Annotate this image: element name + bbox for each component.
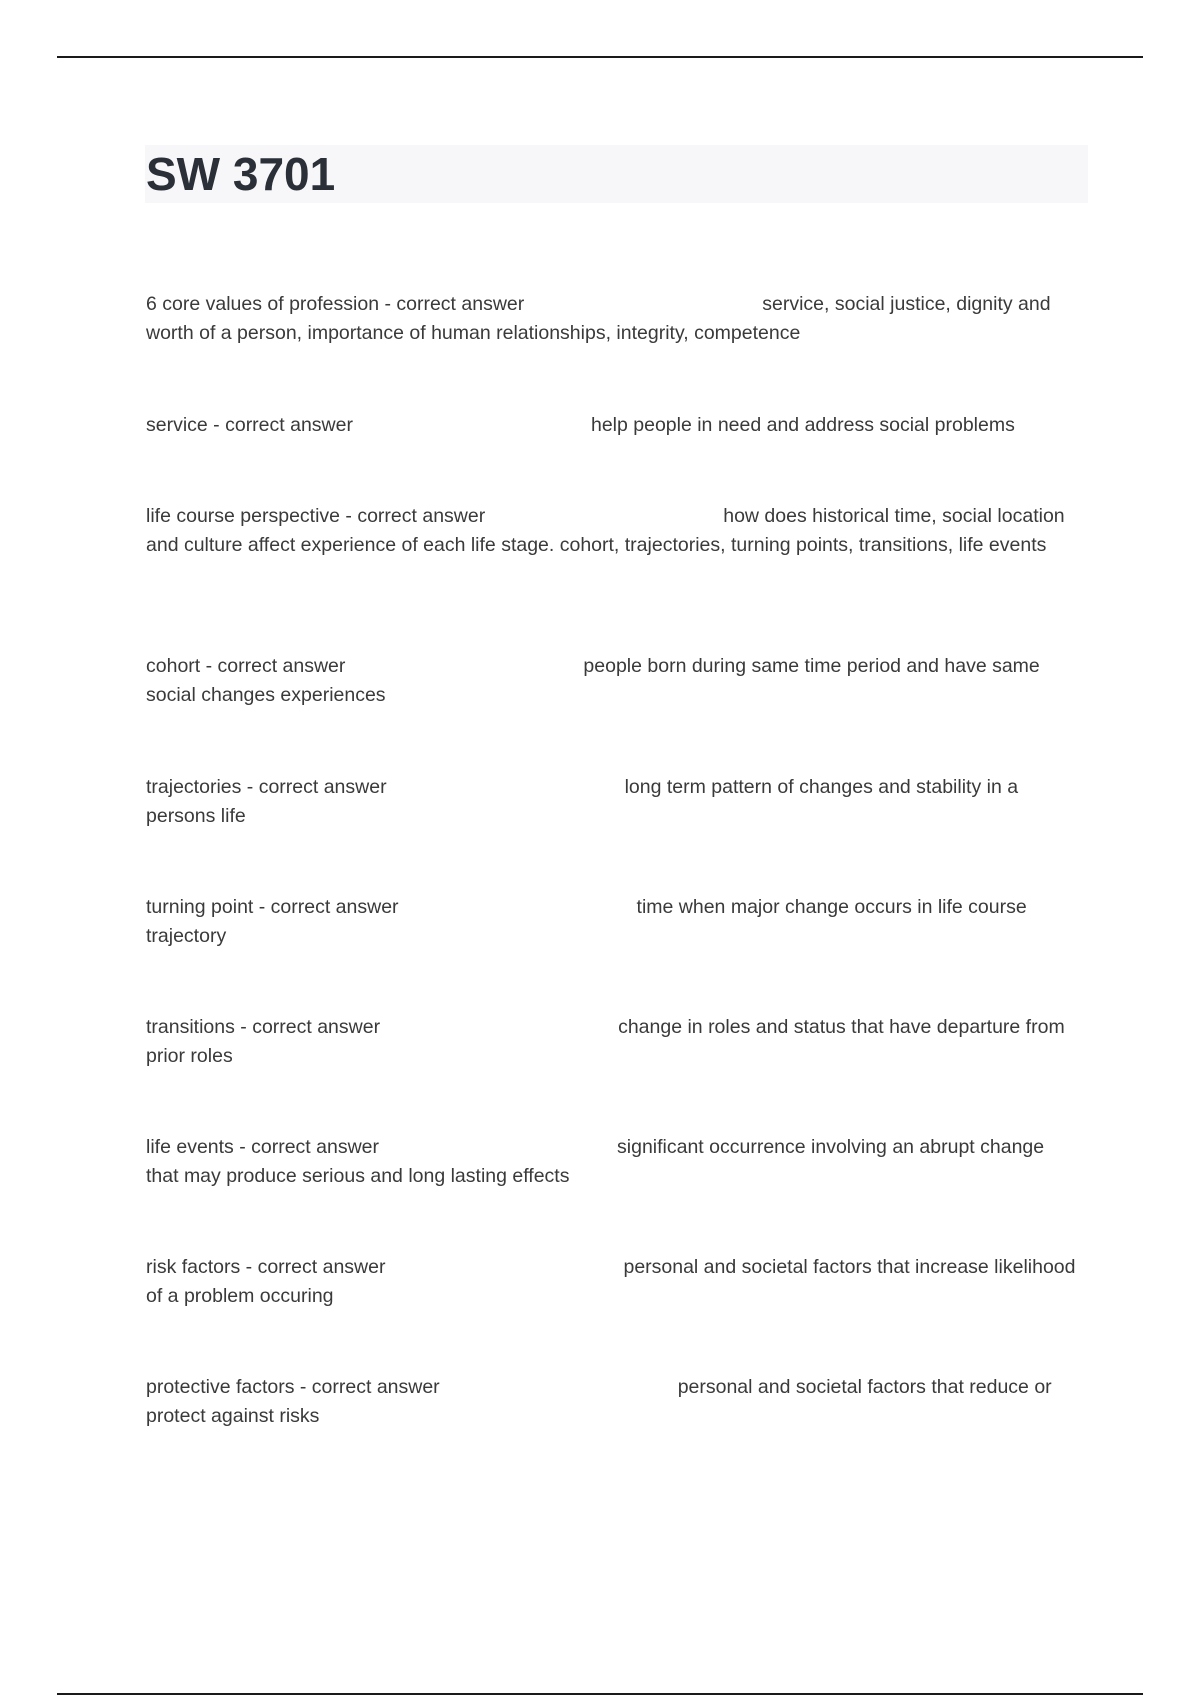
- answer-text: personal and societal factors that reduce or protect against risks: [146, 1376, 1052, 1427]
- qa-entry: [146, 411, 1082, 440]
- answer-text: people born during same time period and have same social changes experiences: [146, 655, 1040, 706]
- question-text: turning point - correct answer: [146, 896, 399, 918]
- question-text: 6 core values of profession - correct answer: [146, 293, 525, 315]
- question-text: service - correct answer: [146, 414, 353, 436]
- question-text: cohort - correct answer: [146, 655, 346, 677]
- answer-text: service, social justice, dignity and worth of a person, importance of human relationships, integrity, competence: [146, 293, 1051, 344]
- question-text: life events - correct answer: [146, 1136, 380, 1158]
- answer-text: help people in need and address social problems: [590, 414, 1015, 436]
- qa-entry: [146, 1373, 1082, 1430]
- qa-entry: [146, 652, 1082, 709]
- answer-text: significant occurrence involving an abrupt change that may produce serious and long lasting effects: [146, 1136, 1045, 1187]
- qa-entry: [146, 1253, 1082, 1310]
- answer-text: time when major change occurs in life course trajectory: [146, 896, 1027, 947]
- question-text: risk factors - correct answer: [146, 1256, 386, 1278]
- answer-text: long term pattern of changes and stability in a persons life: [146, 776, 1019, 827]
- top-rule: [57, 56, 1143, 58]
- qa-entry: [146, 290, 1082, 347]
- answer-text: personal and societal factors that increase likelihood of a problem occuring: [146, 1256, 1076, 1307]
- question-text: protective factors - correct answer: [146, 1376, 440, 1398]
- question-text: transitions - correct answer: [146, 1016, 381, 1038]
- question-text: trajectories - correct answer: [146, 776, 387, 798]
- qa-entry: [146, 1013, 1082, 1070]
- qa-entry: [146, 893, 1082, 950]
- qa-entry: [146, 502, 1082, 559]
- bottom-rule: [57, 1693, 1143, 1695]
- answer-text: change in roles and status that have departure from prior roles: [146, 1016, 1065, 1067]
- qa-entry: [146, 773, 1082, 830]
- page-title: SW 3701: [146, 148, 336, 200]
- answer-text: how does historical time, social location and culture affect experience of each life stage. cohort, trajectories, turning points, transitions, life events: [146, 505, 1065, 556]
- question-text: life course perspective - correct answer: [146, 505, 486, 527]
- qa-entry: [146, 1133, 1082, 1190]
